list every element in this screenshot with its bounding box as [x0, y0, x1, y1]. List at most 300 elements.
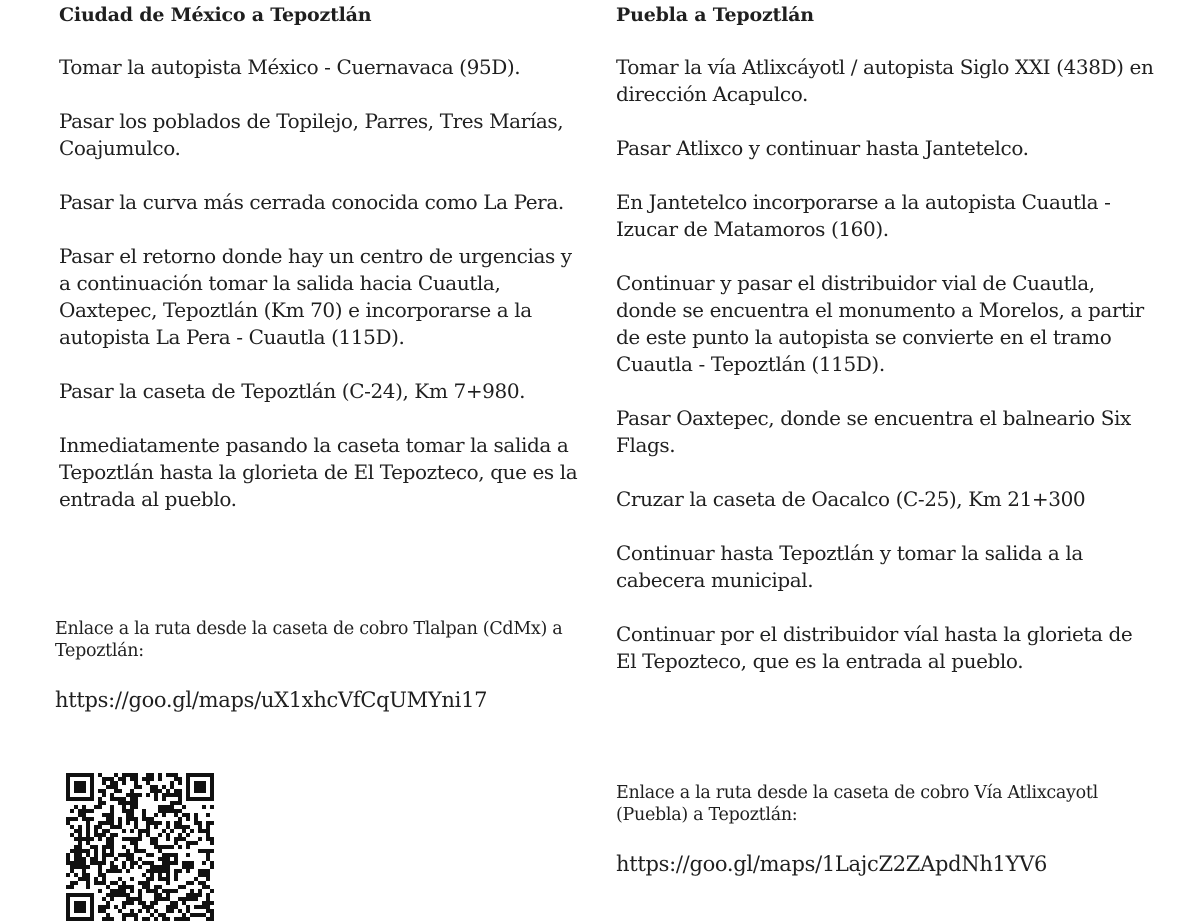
qr-module — [150, 913, 154, 917]
qr-module — [114, 781, 118, 785]
qr-module — [82, 817, 86, 821]
qr-module — [142, 813, 146, 817]
qr-module — [70, 881, 74, 885]
qr-module — [126, 773, 130, 777]
puebla-step-7: Continuar hasta Tepoztlán y tomar la salida a la cabecera municipal. — [616, 541, 1083, 592]
qr-module — [178, 909, 182, 913]
qr-module — [186, 917, 190, 921]
qr-module — [210, 841, 214, 845]
qr-module — [122, 889, 126, 893]
qr-module — [134, 817, 138, 821]
qr-module — [178, 825, 182, 829]
qr-module — [170, 781, 174, 785]
qr-module — [162, 785, 166, 789]
qr-module — [102, 861, 106, 865]
qr-module — [150, 785, 154, 789]
qr-module — [74, 845, 78, 849]
qr-module — [86, 849, 90, 853]
qr-module — [114, 889, 118, 893]
qr-module — [94, 833, 98, 837]
qr-module — [198, 913, 202, 917]
qr-module — [170, 805, 174, 809]
qr-module — [110, 853, 114, 857]
qr-module — [186, 869, 190, 873]
qr-module — [110, 833, 114, 837]
qr-module — [158, 849, 162, 853]
qr-module — [170, 861, 174, 865]
qr-module — [94, 849, 98, 853]
qr-module — [110, 781, 114, 785]
qr-module — [186, 865, 190, 869]
qr-module — [150, 853, 154, 857]
qr-module — [206, 869, 210, 873]
qr-module — [70, 861, 74, 865]
qr-module — [134, 913, 138, 917]
qr-module — [118, 817, 122, 821]
qr-module — [130, 793, 134, 797]
qr-module — [102, 781, 106, 785]
qr-module — [94, 825, 98, 829]
qr-module — [118, 801, 122, 805]
qr-module — [162, 917, 166, 921]
qr-module — [202, 869, 206, 873]
qr-module — [166, 809, 170, 813]
qr-module — [146, 881, 150, 885]
cdmx-step-5: Pasar la caseta de Tepoztlán (C-24), Km 7+980. — [59, 379, 526, 403]
qr-module — [98, 797, 102, 801]
qr-module — [178, 809, 182, 813]
qr-module — [198, 849, 202, 853]
qr-module — [122, 809, 126, 813]
qr-finder-top-left — [74, 781, 86, 793]
qr-module — [122, 913, 126, 917]
qr-module — [106, 841, 110, 845]
qr-module — [106, 853, 110, 857]
qr-module — [166, 893, 170, 897]
qr-module — [130, 789, 134, 793]
qr-module — [110, 797, 114, 801]
qr-module — [146, 905, 150, 909]
qr-module — [114, 785, 118, 789]
qr-module — [110, 893, 114, 897]
qr-module — [174, 889, 178, 893]
qr-module — [110, 865, 114, 869]
qr-module — [134, 821, 138, 825]
qr-module — [102, 845, 106, 849]
qr-module — [82, 857, 86, 861]
qr-module — [194, 877, 198, 881]
qr-code-icon[interactable] — [66, 773, 214, 921]
qr-module — [90, 837, 94, 841]
qr-module — [102, 873, 106, 877]
puebla-route-steps — [616, 54, 1156, 675]
qr-module — [158, 805, 162, 809]
qr-module — [122, 853, 126, 857]
qr-module — [78, 865, 82, 869]
qr-module — [194, 913, 198, 917]
qr-module — [198, 829, 202, 833]
qr-module — [138, 785, 142, 789]
qr-module — [134, 805, 138, 809]
qr-module — [98, 861, 102, 865]
qr-module — [170, 801, 174, 805]
qr-module — [190, 829, 194, 833]
qr-module — [138, 829, 142, 833]
qr-module — [66, 817, 70, 821]
qr-module — [78, 853, 82, 857]
qr-module — [150, 873, 154, 877]
qr-module — [110, 841, 114, 845]
qr-module — [186, 841, 190, 845]
qr-module — [186, 853, 190, 857]
qr-module — [142, 817, 146, 821]
qr-module — [78, 837, 82, 841]
qr-module — [78, 841, 82, 845]
qr-module — [126, 913, 130, 917]
qr-module — [202, 849, 206, 853]
qr-module — [134, 861, 138, 865]
qr-module — [198, 821, 202, 825]
qr-module — [106, 913, 110, 917]
qr-module — [102, 821, 106, 825]
qr-module — [82, 869, 86, 873]
qr-module — [78, 877, 82, 881]
puebla-step-6: Cruzar la caseta de Oacalco (C-25), Km 21+300 — [616, 487, 1086, 511]
qr-module — [158, 777, 162, 781]
qr-module — [158, 885, 162, 889]
qr-finder-top-right — [194, 781, 206, 793]
qr-module — [66, 873, 70, 877]
qr-module — [146, 877, 150, 881]
qr-module — [122, 885, 126, 889]
qr-module — [94, 853, 98, 857]
qr-module — [146, 773, 150, 777]
qr-module — [138, 897, 142, 901]
qr-module — [166, 873, 170, 877]
qr-module — [90, 845, 94, 849]
qr-module — [146, 821, 150, 825]
qr-module — [70, 865, 74, 869]
qr-module — [74, 853, 78, 857]
qr-module — [194, 817, 198, 821]
qr-module — [174, 901, 178, 905]
qr-finder-bottom-left — [66, 893, 94, 897]
qr-module — [86, 821, 90, 825]
qr-module — [102, 857, 106, 861]
qr-module — [126, 857, 130, 861]
qr-module — [134, 845, 138, 849]
qr-module — [210, 821, 214, 825]
qr-module — [162, 913, 166, 917]
qr-module — [114, 893, 118, 897]
qr-module — [138, 833, 142, 837]
qr-module — [170, 829, 174, 833]
qr-module — [174, 877, 178, 881]
qr-module — [166, 821, 170, 825]
qr-module — [186, 817, 190, 821]
puebla-map-link[interactable]: https://goo.gl/maps/1LajcZ2ZApdNh1YV6 — [616, 852, 1048, 876]
qr-module — [90, 809, 94, 813]
qr-module — [106, 829, 110, 833]
qr-module — [154, 837, 158, 841]
qr-module — [130, 877, 134, 881]
qr-module — [162, 869, 166, 873]
qr-module — [166, 825, 170, 829]
qr-module — [190, 893, 194, 897]
qr-module — [170, 905, 174, 909]
qr-module — [206, 917, 210, 921]
qr-module — [134, 897, 138, 901]
qr-module — [210, 837, 214, 841]
qr-module — [210, 909, 214, 913]
qr-module — [126, 809, 130, 813]
qr-module — [190, 889, 194, 893]
qr-module — [110, 785, 114, 789]
qr-module — [158, 833, 162, 837]
qr-module — [166, 881, 170, 885]
qr-module — [158, 869, 162, 873]
qr-module — [142, 777, 146, 781]
qr-module — [86, 881, 90, 885]
qr-module — [86, 853, 90, 857]
qr-module — [138, 793, 142, 797]
qr-module — [86, 873, 90, 877]
qr-module — [98, 865, 102, 869]
qr-module — [178, 817, 182, 821]
qr-module — [154, 889, 158, 893]
qr-module — [198, 893, 202, 897]
qr-module — [174, 857, 178, 861]
qr-module — [118, 877, 122, 881]
qr-module — [78, 829, 82, 833]
qr-module — [166, 853, 170, 857]
qr-module — [194, 897, 198, 901]
qr-module — [130, 909, 134, 913]
qr-module — [150, 837, 154, 841]
qr-module — [86, 837, 90, 841]
qr-module — [174, 777, 178, 781]
qr-module — [138, 849, 142, 853]
qr-module — [150, 901, 154, 905]
qr-module — [154, 893, 158, 897]
qr-module — [70, 885, 74, 889]
qr-module — [170, 845, 174, 849]
qr-module — [194, 841, 198, 845]
qr-module — [154, 825, 158, 829]
qr-module — [166, 909, 170, 913]
qr-module — [170, 793, 174, 797]
qr-module — [134, 777, 138, 781]
qr-module — [114, 833, 118, 837]
qr-module — [198, 869, 202, 873]
qr-module — [82, 837, 86, 841]
qr-module — [178, 789, 182, 793]
qr-module — [126, 821, 130, 825]
qr-module — [70, 869, 74, 873]
qr-module — [198, 837, 202, 841]
qr-module — [130, 805, 134, 809]
qr-module — [110, 849, 114, 853]
qr-module — [98, 801, 102, 805]
qr-module — [70, 809, 74, 813]
qr-module — [210, 805, 214, 809]
qr-module — [126, 813, 130, 817]
qr-module — [202, 885, 206, 889]
qr-module — [146, 825, 150, 829]
qr-module — [122, 893, 126, 897]
qr-module — [122, 781, 126, 785]
qr-module — [82, 873, 86, 877]
qr-module — [74, 881, 78, 885]
qr-module — [134, 793, 138, 797]
puebla-step-4: Continuar y pasar el distribuidor vial de Cuautla, donde se encuentra el monumento a Morelos, a partir de este punto la autopista se convierte en el tramo Cuautla - Tepoztlán (115D). — [616, 271, 1144, 376]
qr-module — [114, 857, 118, 861]
qr-module — [78, 849, 82, 853]
qr-module — [206, 829, 210, 833]
cdmx-step-1: Tomar la autopista México - Cuernavaca (95D). — [59, 55, 521, 79]
qr-module — [134, 773, 138, 777]
qr-module — [70, 825, 74, 829]
qr-module — [178, 885, 182, 889]
qr-finder-top-left — [66, 797, 94, 801]
qr-module — [130, 809, 134, 813]
qr-module — [174, 789, 178, 793]
qr-module — [130, 837, 134, 841]
qr-module — [162, 793, 166, 797]
qr-finder-top-right — [210, 773, 214, 801]
qr-module — [206, 821, 210, 825]
qr-module — [166, 773, 170, 777]
qr-module — [154, 845, 158, 849]
qr-module — [106, 885, 110, 889]
qr-module — [162, 845, 166, 849]
qr-module — [166, 861, 170, 865]
qr-module — [74, 873, 78, 877]
qr-module — [150, 773, 154, 777]
qr-module — [106, 893, 110, 897]
qr-module — [82, 809, 86, 813]
qr-module — [202, 805, 206, 809]
qr-module — [166, 789, 170, 793]
qr-module — [182, 829, 186, 833]
qr-module — [146, 829, 150, 833]
cdmx-map-link[interactable]: https://goo.gl/maps/uX1xhcVfCqUMYni17 — [55, 688, 488, 712]
qr-module — [162, 857, 166, 861]
qr-module — [110, 793, 114, 797]
qr-module — [146, 917, 150, 921]
qr-module — [130, 777, 134, 781]
qr-module — [154, 785, 158, 789]
qr-module — [98, 889, 102, 893]
cdmx-step-3: Pasar la curva más cerrada conocida como La Pera. — [59, 190, 564, 214]
qr-module — [74, 865, 78, 869]
qr-finder-bottom-left — [90, 893, 94, 921]
qr-module — [142, 873, 146, 877]
qr-module — [150, 821, 154, 825]
qr-module — [154, 813, 158, 817]
qr-module — [94, 805, 98, 809]
qr-module — [150, 905, 154, 909]
qr-module — [118, 821, 122, 825]
qr-module — [154, 821, 158, 825]
qr-module — [130, 841, 134, 845]
qr-module — [158, 893, 162, 897]
qr-module — [178, 793, 182, 797]
qr-module — [118, 825, 122, 829]
qr-module — [102, 801, 106, 805]
qr-module — [126, 897, 130, 901]
qr-module — [130, 897, 134, 901]
qr-module — [186, 897, 190, 901]
qr-module — [98, 789, 102, 793]
qr-module — [158, 873, 162, 877]
qr-module — [186, 833, 190, 837]
qr-module — [170, 785, 174, 789]
qr-module — [154, 897, 158, 901]
puebla-step-3: En Jantetelco incorporarse a la autopista Cuautla - Izucar de Matamoros (160). — [616, 190, 1111, 241]
qr-module — [66, 861, 70, 865]
qr-module — [122, 901, 126, 905]
qr-module — [166, 869, 170, 873]
qr-module — [194, 813, 198, 817]
qr-module — [138, 865, 142, 869]
qr-module — [166, 897, 170, 901]
qr-module — [78, 845, 82, 849]
qr-module — [66, 885, 70, 889]
qr-module — [110, 821, 114, 825]
qr-module — [86, 841, 90, 845]
qr-module — [110, 881, 114, 885]
qr-module — [90, 817, 94, 821]
qr-module — [170, 901, 174, 905]
qr-module — [94, 877, 98, 881]
qr-module — [102, 789, 106, 793]
qr-module — [158, 897, 162, 901]
qr-module — [210, 913, 214, 917]
qr-module — [206, 885, 210, 889]
qr-module — [122, 801, 126, 805]
qr-module — [146, 885, 150, 889]
qr-module — [178, 917, 182, 921]
qr-module — [186, 845, 190, 849]
qr-module — [150, 861, 154, 865]
qr-module — [202, 913, 206, 917]
qr-module — [130, 913, 134, 917]
qr-module — [178, 777, 182, 781]
qr-module — [154, 841, 158, 845]
qr-module — [142, 885, 146, 889]
qr-module — [142, 881, 146, 885]
qr-module — [210, 901, 214, 905]
qr-module — [122, 865, 126, 869]
qr-module — [206, 833, 210, 837]
qr-module — [210, 861, 214, 865]
qr-module — [174, 813, 178, 817]
qr-module — [118, 885, 122, 889]
qr-module — [162, 805, 166, 809]
qr-module — [130, 861, 134, 865]
qr-module — [102, 777, 106, 781]
qr-finder-top-right — [186, 773, 190, 801]
qr-module — [66, 857, 70, 861]
qr-module — [142, 829, 146, 833]
qr-module — [178, 833, 182, 837]
qr-module — [182, 825, 186, 829]
qr-module — [98, 825, 102, 829]
qr-module — [122, 917, 126, 921]
qr-module — [206, 909, 210, 913]
qr-module — [166, 837, 170, 841]
